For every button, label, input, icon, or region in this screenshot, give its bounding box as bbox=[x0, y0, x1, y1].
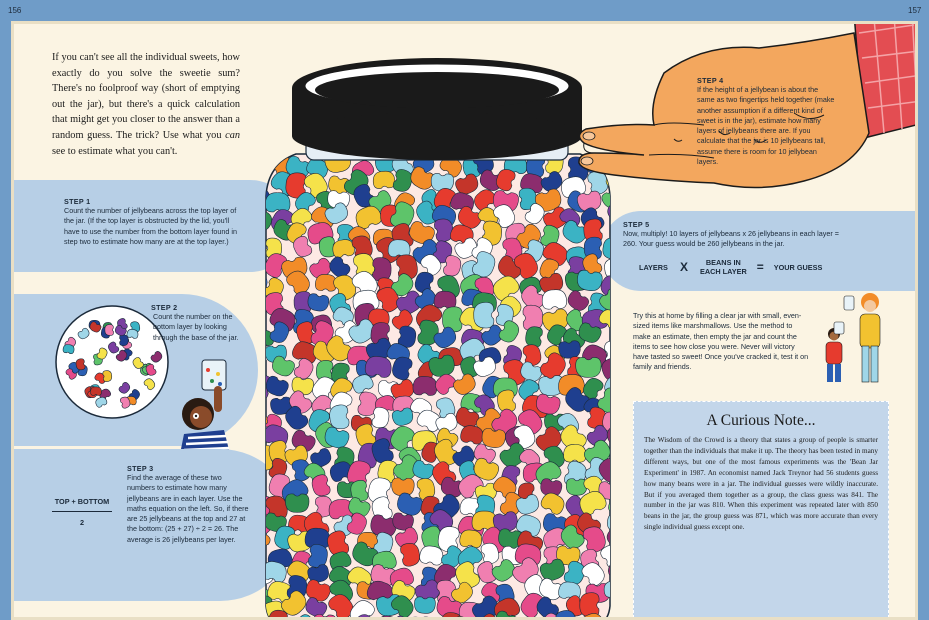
page-number-right: 157 bbox=[908, 6, 922, 15]
curious-note-box bbox=[633, 401, 889, 620]
eq-beans-line2: EACH LAYER bbox=[699, 267, 747, 276]
step5-block bbox=[623, 220, 851, 250]
step5-text: Now, multiply! 10 layers of jellybeans x 26 jellybeans in each layer = 260. Your guess would be 260 jellybeans in the jar. bbox=[623, 229, 839, 249]
step3-block bbox=[127, 464, 249, 545]
step2-text: Count the number on the bottom layer by looking through the base of the jar. bbox=[153, 312, 239, 342]
jellybean bbox=[413, 376, 438, 396]
step5-title: STEP 5 bbox=[623, 220, 650, 229]
eq-beans-per-layer bbox=[700, 258, 747, 276]
eq-result: YOUR GUESS bbox=[773, 262, 823, 272]
jellybean bbox=[248, 614, 268, 620]
step2-block bbox=[153, 303, 245, 343]
jellybean bbox=[90, 387, 101, 396]
step1-block bbox=[64, 197, 244, 247]
jellybean bbox=[248, 311, 266, 331]
eq-equals: = bbox=[756, 260, 764, 274]
fraction-numerator: TOP + BOTTOM bbox=[54, 497, 110, 506]
jellybean bbox=[248, 358, 268, 385]
fraction-denominator: 2 bbox=[79, 518, 85, 527]
jellybean bbox=[563, 444, 586, 462]
intro-text-1: If you can't see all the individual sweets, how exactly do you solve the sweetie sum? There's no foolproof way (short of emptying out the jar), but there's a quick calculation that might get you closer to the answer than a random guess. The trick? Use what you bbox=[52, 52, 240, 141]
multiply-equation bbox=[639, 258, 822, 276]
jellybean bbox=[373, 170, 396, 189]
try-at-home-text: Try this at home by filling a clear jar with small, even-sized items like marshmallows. Use the method to make an estimate, then empty the jar and count the items to see how close you were. Never will victory have tasted so sweet! Once you've cracked it, test it on family and friends. bbox=[633, 311, 809, 372]
jellybean bbox=[265, 193, 290, 213]
jellybean bbox=[105, 324, 114, 335]
average-fraction bbox=[52, 497, 112, 527]
page-number-left: 156 bbox=[8, 6, 22, 15]
jellybean bbox=[248, 221, 266, 243]
eq-beans-line1: BEANS IN bbox=[705, 258, 741, 267]
curious-note-text: The Wisdom of the Crowd is a theory that states a group of people is smarter together than the individuals that make it up. The theory has been tested in many different ways, but one of the most famous experiments was the 'Bean Jar Experiment' in 1987. An economist named Jack Treynor had 56 students guess how many beans were in a jar. The individual guesses were wildly inaccurate. But if you averaged them together as a group, the class guess was 841. The number in the jar was 810. When this experiment was repeated later with 850 beans in the jar, the group guess was 871, which was more accurate than every single individual guess except one. bbox=[644, 436, 878, 532]
fraction-bar bbox=[52, 511, 112, 512]
step3-text: Find the average of these two numbers to estimate how many jellybeans are in each layer. Use the maths equation on the left. So, if there are 25 jellybeans at the top and 27 at the bottom: (25 + 27) ÷ 2 = 26. The average is 26 jellybeans per layer. bbox=[127, 473, 249, 544]
curious-note-title: A Curious Note... bbox=[706, 412, 816, 429]
intro-paragraph bbox=[52, 50, 240, 159]
family-illustration bbox=[814, 290, 894, 390]
jellybean bbox=[248, 293, 268, 313]
step3-title: STEP 3 bbox=[127, 464, 154, 473]
jellybean bbox=[103, 370, 113, 382]
step1-text: Count the number of jellybeans across the top layer of the jar. (If the top layer is obstructed by the lid, you'll have to use the number from the bottom layer found in step two to estimate how many are at the top layer.) bbox=[64, 206, 237, 246]
jellybean bbox=[248, 476, 263, 502]
jellybean bbox=[542, 289, 567, 309]
step4-title: STEP 4 bbox=[697, 76, 724, 85]
step4-text: If the height of a jellybean is about the same as two fingertips held together (make another assumption if a different kind of sweet is in the jar), estimate how many layers of jellybeans there are. If you calculate that the jar is 10 jellybeans tall, assume there is room for 10 jellybean layers. bbox=[697, 85, 835, 167]
jellybean bbox=[473, 302, 494, 328]
intro-emphasis: can bbox=[225, 129, 240, 141]
jellybean bbox=[120, 335, 129, 346]
step2-title: STEP 2 bbox=[151, 303, 178, 312]
step1-title: STEP 1 bbox=[64, 197, 91, 206]
jellybean bbox=[285, 494, 309, 513]
jellybean bbox=[250, 156, 267, 177]
jellybean bbox=[248, 390, 267, 414]
jellybean bbox=[414, 597, 435, 614]
book-spread bbox=[11, 21, 918, 620]
eq-layers: LAYERS bbox=[639, 262, 668, 272]
boy-looking-through-jar-illustration bbox=[174, 354, 244, 454]
step4-block bbox=[697, 76, 837, 167]
jellybean bbox=[576, 357, 602, 377]
jellybean bbox=[248, 169, 266, 195]
jellybean bbox=[610, 600, 628, 620]
jellybean bbox=[373, 257, 392, 281]
jellybean bbox=[566, 478, 588, 495]
intro-text-2: see to estimate what you can't. bbox=[52, 145, 178, 157]
jellybean bbox=[248, 456, 267, 481]
eq-times: X bbox=[679, 260, 688, 274]
